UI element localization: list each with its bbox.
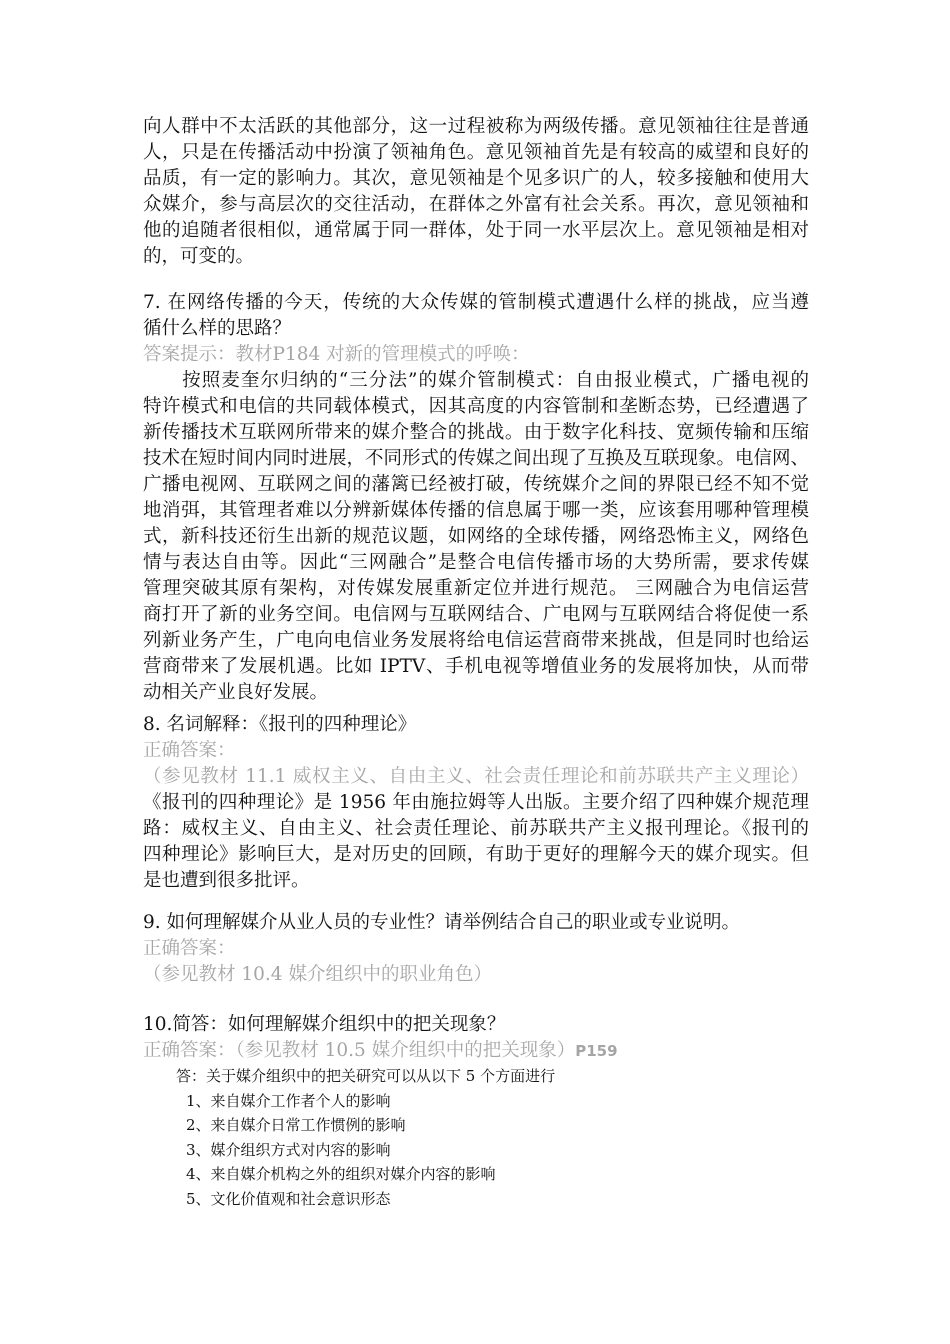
text-line: 式，新科技还衍生出新的规范议题，如网络的全球传播，网络恐怖主义，网络色 xyxy=(143,526,809,547)
q10-reference: 正确答案：（参见教材 10.5 媒介组织中的把关现象） xyxy=(143,1040,576,1061)
text-line: 动相关产业良好发展。 xyxy=(143,682,329,703)
text-line: 品质，有一定的影响力。其次，意见领袖是个见多识广的人，较多接触和使用大 xyxy=(143,168,809,189)
question-9: 9. 如何理解媒介从业人员的专业性？请举例结合自己的职业或专业说明。 xyxy=(143,912,741,933)
list-item: 5、文化价值观和社会意识形态 xyxy=(186,1189,391,1208)
text-line: 的，可变的。 xyxy=(143,246,255,267)
text-line: 技术在短时间内同时进展，不同形式的传媒之间出现了互换及互联现象。电信网、 xyxy=(143,448,810,469)
reference-line: （参见教材 11.1 威权主义、自由主义、社会责任理论和前苏联共产主义理论） xyxy=(143,766,809,787)
q8-answer xyxy=(143,790,809,894)
answer-intro: 答：关于媒介组织中的把关研究可以从以下 5 个方面进行 xyxy=(176,1067,556,1085)
question-7 xyxy=(143,290,809,342)
question-line: 循什么样的思路？ xyxy=(143,318,292,339)
q7-hint: 答案提示：教材P184 对新的管理模式的呼唤： xyxy=(143,344,530,365)
text-line: 人，只是在传播活动中扮演了领袖角色。意见领袖首先是有较高的威望和良好的 xyxy=(143,142,809,163)
text-line: 特许模式和电信的共同载体模式，因其高度的内容管制和垄断态势，已经遭遇了 xyxy=(143,396,809,417)
q7-answer xyxy=(143,368,809,706)
text-line: 《报刊的四种理论》是 1956 年由施拉姆等人出版。主要介绍了四种媒介规范理 xyxy=(143,792,809,813)
text-line: 是也遭到很多批评。 xyxy=(143,870,310,891)
text-line: 众媒介，参与高层次的交往活动，在群体之外富有社会关系。再次，意见领袖和 xyxy=(143,194,809,215)
intro-paragraph xyxy=(143,114,809,270)
list-item: 3、媒介组织方式对内容的影响 xyxy=(186,1140,391,1159)
text-line: 向人群中不太活跃的其他部分，这一过程被称为两级传播。意见领袖往往是普通 xyxy=(143,116,809,137)
q10-page-ref: P159 xyxy=(575,1042,618,1060)
text-line: 营商带来了发展机遇。比如 IPTV、手机电视等增值业务的发展将加快，从而带 xyxy=(143,656,809,677)
text-line: 商打开了新的业务空间。电信网与互联网结合、广电网与互联网结合将促使一系 xyxy=(143,604,809,625)
text-line: 广播电视网、互联网之间的藩篱已经被打破，传统媒介之间的界限已经不知不觉 xyxy=(143,474,809,495)
text-line: 路：威权主义、自由主义、社会责任理论、前苏联共产主义报刊理论。《报刊的 xyxy=(143,818,809,839)
list-item: 2、来自媒介日常工作惯例的影响 xyxy=(186,1116,406,1134)
q8-answer-label: 正确答案： xyxy=(143,740,236,761)
q9-answer-label: 正确答案： xyxy=(143,938,236,959)
text-line: 管理突破其原有架构，对传媒发展重新定位并进行规范。 三网融合为电信运营 xyxy=(143,578,809,599)
question-line: 7. 在网络传播的今天，传统的大众传媒的管制模式遭遇什么样的挑战，应当遵 xyxy=(143,292,809,313)
q8-reference xyxy=(143,764,809,790)
list-item: 1、来自媒介工作者个人的影响 xyxy=(186,1091,391,1110)
text-line: 新传播技术互联网所带来的媒介整合的挑战。由于数字化科技、宽频传输和压缩 xyxy=(143,422,809,443)
text-line: 四种理论》影响巨大，是对历史的回顾，有助于更好的理解今天的媒介现实。但 xyxy=(143,844,809,865)
question-10: 10.简答：如何理解媒介组织中的把关现象？ xyxy=(143,1014,506,1035)
text-line: 按照麦奎尔归纳的“三分法”的媒介管制模式：自由报业模式，广播电视的 xyxy=(143,370,809,391)
text-line: 情与表达自由等。因此“三网融合”是整合电信传播市场的大势所需，要求传媒 xyxy=(143,552,809,573)
q10-answer-label xyxy=(143,1038,809,1064)
question-8: 8. 名词解释：《报刊的四种理论》 xyxy=(143,714,417,735)
text-line: 列新业务产生，广电向电信业务发展将给电信运营商带来挑战，但是同时也给运 xyxy=(143,630,809,651)
q9-reference: （参见教材 10.4 媒介组织中的职业角色） xyxy=(143,964,492,985)
text-line: 地消弭，其管理者难以分辨新媒体传播的信息属于哪一类，应该套用哪种管理模 xyxy=(143,500,809,521)
q10-answer xyxy=(176,1064,776,1211)
text-line: 他的追随者很相似，通常属于同一群体，处于同一水平层次上。意见领袖是相对 xyxy=(143,220,809,241)
list-item: 4、来自媒介机构之外的组织对媒介内容的影响 xyxy=(186,1165,496,1183)
